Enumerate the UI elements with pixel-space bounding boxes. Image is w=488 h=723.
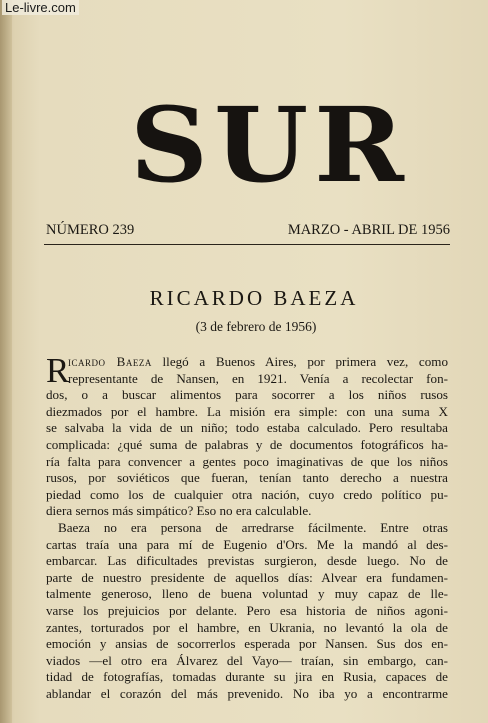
article-body: [46, 351, 448, 702]
text-line: zantes, torturados por el hambre, en Ukrania, no levantó la ola de: [46, 619, 448, 635]
header-divider: [44, 244, 450, 245]
issue-date: MARZO - ABRIL DE 1956: [287, 222, 450, 238]
issue-number: NÚMERO 239: [46, 222, 135, 238]
text-line: cartas traía una para mí de Eugenio d'Ors. Me la mandó al des-: [46, 536, 448, 552]
text-line: diezmados por el hambre. La misión era simple: con una suma X: [46, 403, 448, 419]
text-line: emoción y ansias de socorrerlos esperada por Nansen. Sus dos en-: [46, 636, 448, 652]
text-line: ablandar el corazón del más prevenido. No iba yo a encontrarme: [46, 685, 448, 701]
text-line: Baeza no era persona de arredrarse fácilmente. Entre otras: [58, 519, 448, 535]
text-line: complicada: ¿qué suma de palabras y de documentos fotográficos ha-: [46, 436, 448, 452]
text-line: rusos, por soviéticos que fueran, tenían tanto derecho a nuestra: [46, 470, 448, 486]
text-line: tidad de fotografías, tomadas durante su jira en Rusia, capaces de: [46, 669, 448, 685]
watermark-logo: Le-livre.com: [2, 0, 79, 15]
author-name-smallcaps: icardo Baeza: [68, 354, 152, 369]
text-line: piedad como los de cualquier otra nación, cuyo credo político pu-: [46, 486, 448, 502]
text-line: diera sernos más simpático? Eso no era calculable.: [46, 503, 312, 519]
article-date: (3 de febrero de 1956): [195, 319, 317, 334]
magazine-masthead: SUR: [130, 86, 410, 206]
text-line: parte de nuestro presidente de aquellos días: Alvear era fundamen-: [46, 569, 448, 585]
text-line: embarcar. Las dificultades previstas surgieron, desde luego. No de: [46, 553, 448, 569]
text-line: viados —el otro era Álvarez del Vayo— traían, sin embargo, can-: [46, 652, 448, 668]
text-line: dos, o a buscar alimentos para socorrer a los niños rusos: [46, 387, 448, 403]
text-line: talmente generoso, lleno de buena voluntad y muy capaz de lle-: [46, 586, 448, 602]
text-line: ría falta para convencer a gentes poco imaginativas de que los niños: [46, 453, 448, 469]
article-title: RICARDO BAEZA: [149, 286, 359, 310]
text-line-rest: llegó a Buenos Aires, por primera vez, como: [151, 354, 448, 369]
text-line: varse los prejuicios por delante. Pero esa historia de niños agoni-: [46, 602, 448, 618]
text-line: [46, 354, 448, 371]
drop-cap: R: [46, 351, 70, 390]
page-spine-shadow: [0, 0, 12, 723]
text-line: se salvaba la vida de un niño; todo estaba calculado. Pero resultaba: [46, 420, 448, 436]
text-line: representante de Nansen, en 1921. Venía a recolectar fon-: [68, 370, 448, 386]
